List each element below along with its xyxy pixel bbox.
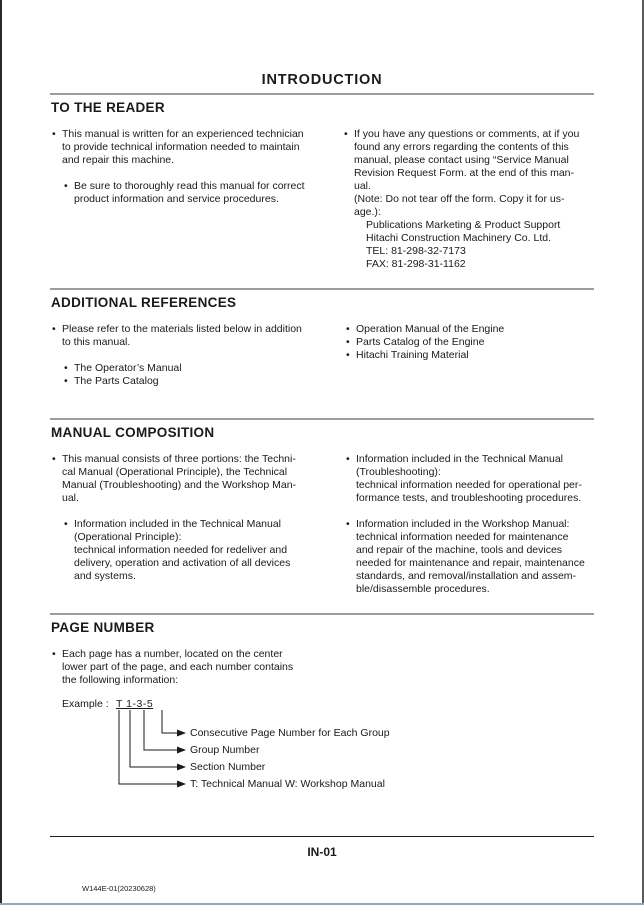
sub-bullet-item: • Be sure to thoroughly read this manual for correct product information and service procedures. xyxy=(52,180,310,206)
example-label: Example : xyxy=(62,698,109,710)
arrow-head xyxy=(177,764,186,771)
footer-rule xyxy=(50,836,594,837)
sub-bullet-item: • The Operator’s Manual xyxy=(52,362,314,375)
arrow-head xyxy=(177,781,186,788)
legend-group-number: Group Number xyxy=(190,744,260,756)
connector-line xyxy=(119,710,178,784)
connector-line xyxy=(162,710,178,733)
page-id: IN-01 xyxy=(307,845,337,859)
legend-section-number: Section Number xyxy=(190,761,266,773)
arrow-head xyxy=(177,730,186,737)
bullet-item: • This manual consists of three portions: the Techni- cal Manual (Operational Principle), the Technical Manual (Troubleshooting) and the Workshop Man- ual. xyxy=(52,453,310,505)
arrow-head xyxy=(177,747,186,754)
sub-bullet-item: • Information included in the Technical Manual (Operational Principle): technical information needed for redeliver and delivery, operation and activation of all devices and systems. xyxy=(52,518,310,583)
section-heading-to-the-reader: TO THE READER xyxy=(51,100,165,115)
bullet-item: • This manual is written for an experienced technician to provide technical information needed to maintain and repair this machine. xyxy=(52,128,310,167)
page-title: INTRODUCTION xyxy=(261,72,383,88)
bullet-item: • Hitachi Training Material xyxy=(346,349,594,362)
bullet-item: • Parts Catalog of the Engine xyxy=(346,336,594,349)
bullet-item: • Please refer to the materials listed below in addition to this manual. xyxy=(52,323,314,349)
connector-line xyxy=(144,710,178,750)
bullet-item: • Information included in the Workshop Manual: technical information needed for maintenance and repair of the machine, tools and devices needed for maintenance and repair, maintenance standards, and removal/installation and assem- ble/disassemble procedures. xyxy=(346,518,592,596)
section-heading-additional-references: ADDITIONAL REFERENCES xyxy=(51,295,237,310)
legend-consecutive-page-number: Consecutive Page Number for Each Group xyxy=(190,727,390,739)
document-code: W144E-01(20230628) xyxy=(82,884,156,893)
bullet-item: • Each page has a number, located on the center lower part of the page, and each number contains the following information: xyxy=(52,648,310,687)
contact-info: Publications Marketing & Product Support Hitachi Construction Machinery Co. Ltd. TEL: 81-298-32-7173 FAX: 81-298-31-1162 xyxy=(366,219,561,270)
legend-manual-type: T: Technical Manual W: Workshop Manual xyxy=(190,778,385,790)
bullet-item: • If you have any questions or comments, at if you found any errors regarding the contents of this manual, please contact using “Service Manual Revision Request Form. at the end of this man- ual. (Note: Do not tear off the form. Copy it for us- age.): xyxy=(344,128,592,219)
connector-line xyxy=(130,710,178,767)
section-heading-page-number: PAGE NUMBER xyxy=(51,620,155,635)
bullet-item: • Operation Manual of the Engine xyxy=(346,323,594,336)
bullet-item: • Information included in the Technical Manual (Troubleshooting): technical information needed for operational per- formance tests, and troubleshooting procedures. xyxy=(346,453,592,505)
example-code: T 1-3-5 xyxy=(116,698,154,710)
sub-bullet-item: • The Parts Catalog xyxy=(52,375,314,388)
section-heading-manual-composition: MANUAL COMPOSITION xyxy=(51,425,215,440)
